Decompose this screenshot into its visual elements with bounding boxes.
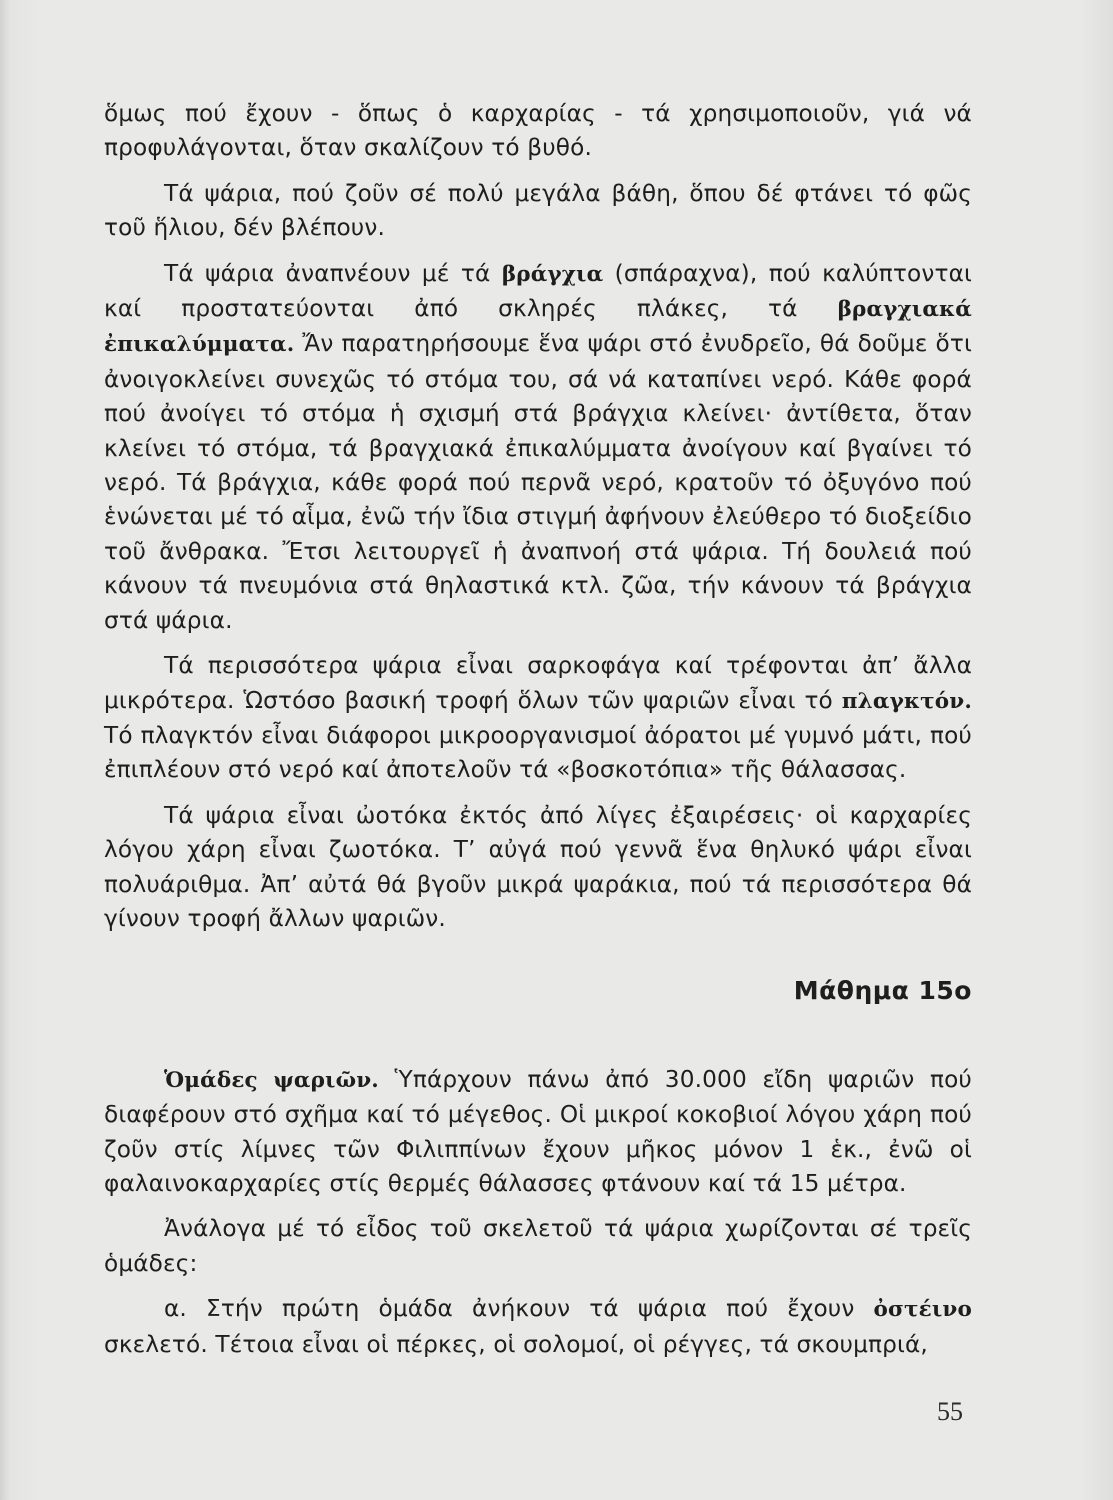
text-run: σκελετό. Τέτοια εἶναι οἱ πέρκες, οἱ σολομοί, οἱ ρέγγες, τά σκουμπριά,: [104, 1330, 928, 1358]
text-run: Τά ψάρια ἀναπνέουν μέ τά: [164, 259, 502, 287]
term-bold: βράγχια: [501, 261, 604, 287]
page-number: 55: [937, 1397, 963, 1426]
paragraph: [104, 1292, 972, 1362]
text-run: α. Στήν πρώτη ὁμάδα ἀνήκουν τά ψάρια πού ἔχουν: [164, 1295, 874, 1323]
text-run: Ὑπάρχουν πάνω ἀπό 30.000 εἴδη ψαριῶν πού διαφέρουν στό σχῆμα καί τό μέγεθος. Οἱ μικροί κοκοβιοί λόγου χάρη πού ζοῦν στίς λίμνες τῶν Φιλιππίνων ἔχουν μῆκος μόνον 1 ἑκ., ἐνῶ οἱ φαλαινοκαρχαρίες στίς θερμές θάλασσες φτάνουν καί τά 15 μέτρα.: [104, 1065, 972, 1197]
term-bold: Ὁμάδες ψαριῶν.: [164, 1067, 379, 1093]
term-bold: πλαγκτόν.: [841, 688, 972, 714]
text-run: Ἀνάλογα μέ τό εἶδος τοῦ σκελετοῦ τά ψάρια χωρίζονται σέ τρεῖς ὁμάδες:: [104, 1215, 972, 1277]
text-run: Τό πλαγκτόν εἶναι διάφοροι μικροοργανισμοί ἀόρατοι μέ γυμνό μάτι, πού ἐπιπλέουν στό νερό καί ἀποτελοῦν τά «βοσκοτόπια» τῆς θάλασσας.: [104, 721, 972, 784]
paragraph: [104, 257, 972, 638]
text-run: ὅμως πού ἔχουν - ὅπως ὁ καρχαρίας - τά χρησιμοποιοῦν, γιά νά προφυλάγονται, ὅταν σκαλίζουν τό βυθό.: [104, 100, 972, 162]
lesson-heading: Μάθημα 15ο: [793, 976, 972, 1006]
text-run: Τά ψάρια εἶναι ὠοτόκα ἐκτός ἀπό λίγες ἐξαιρέσεις· οἱ καρχαρίες λόγου χάρη εἶναι ζωοτόκα. Τ’ αὐγά πού γεννᾶ ἕνα θηλυκό ψάρι εἶναι πολυάριθμα. Ἀπ’ αὐτά θά βγοῦν μικρά ψαράκια, πού τά περισσότερα θά γίνουν τροφή ἄλλων ψαριῶν.: [104, 801, 972, 932]
paragraph: [104, 649, 972, 788]
text-run: Ἄν παρατηρήσουμε ἕνα ψάρι στό ἐνυδρεῖο, θά δοῦμε ὅτι ἀνοιγοκλείνει συνεχῶς τό στόμα του, σά νά καταπίνει νερό. Κάθε φορά πού ἀνοίγει τό στόμα ἡ σχισμή στά βράγχια κλείνει· ἀντίθετα, ὅταν κλείνει τό στόμα, τά βραγχιακά ἐπικαλύμματα ἀνοίγουν καί βγαίνει τό νερό. Τά βράγχια, κάθε φορά πού περνᾶ νερό, κρατοῦν τό ὀξυγόνο πού ἑνώνεται μέ τό αἷμα, ἐνῶ τήν ἴδια στιγμή ἀφήνουν ἐλεύθερο τό διοξείδιο τοῦ ἄνθρακα. Ἔτσι λειτουργεῖ ἡ ἀναπνοή στά ψάρια. Τή δουλειά πού κάνουν τά πνευμόνια στά θηλαστικά κτλ. ζῶα, τήν κάνουν τά βράγχια στά ψάρια.: [104, 330, 972, 634]
paragraph: [104, 177, 972, 246]
paragraph: [104, 799, 972, 937]
paragraph: [104, 1063, 972, 1202]
term-bold: βραγχιακά ἐπικαλύμματα.: [104, 297, 972, 358]
page-text: [104, 97, 972, 1362]
paragraph: [104, 97, 972, 166]
text-run: Τά ψάρια, πού ζοῦν σέ πολύ μεγάλα βάθη, ὅπου δέ φτάνει τό φῶς τοῦ ἥλιου, δέν βλέπουν.: [104, 179, 972, 242]
paragraph: [104, 1212, 972, 1281]
text-run: (σπάραχνα), πού καλύπτονται καί προστατεύονται ἀπό σκληρές πλάκες, τά: [104, 259, 972, 323]
text-run: Τά περισσότερα ψάρια εἶναι σαρκοφάγα καί τρέφονται ἀπ’ ἄλλα μικρότερα. Ὡστόσο βασική τροφή ὅλων τῶν ψαριῶν εἶναι τό: [104, 652, 972, 714]
term-bold: ὀστέινο: [873, 1297, 972, 1323]
